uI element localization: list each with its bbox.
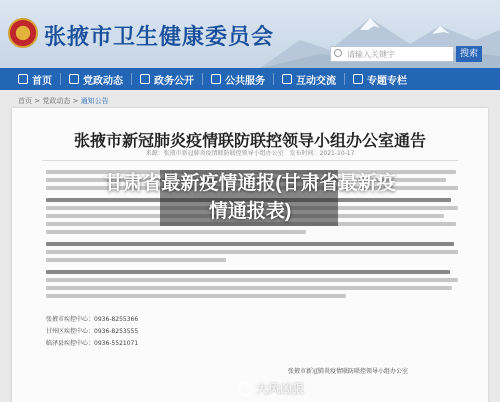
home-icon [18, 74, 28, 84]
nav-divider [273, 73, 274, 85]
site-header [0, 0, 500, 68]
notice-signature: 张掖市新冠肺炎疫情联防联控领导小组办公室 [287, 368, 408, 375]
nav-divider [131, 73, 132, 85]
breadcrumb-home[interactable]: 首页 [18, 97, 32, 105]
nav-item-interaction[interactable] [282, 72, 336, 87]
nav-item-label: 政务公开 [154, 75, 194, 87]
divider [42, 160, 458, 161]
nav-divider [344, 73, 345, 85]
document-icon [140, 74, 150, 84]
nav-item-home[interactable] [18, 72, 52, 87]
contact-line: 甘州区疾控中心：0936-8253555 [46, 328, 139, 335]
nav-divider [60, 73, 61, 85]
site-title[interactable]: 张掖市卫生健康委员会 [44, 24, 275, 50]
emblem-logo[interactable] [8, 18, 38, 48]
text-line [46, 270, 450, 274]
text-line [46, 286, 452, 290]
text-line [46, 230, 306, 234]
search-input[interactable]: 请输入关键字 [330, 46, 454, 62]
nav-item-label: 专题专栏 [367, 75, 407, 87]
watermark [238, 380, 304, 397]
breadcrumb: 首页 > 党政动态 > 通知公告 [18, 97, 109, 105]
text-line [46, 250, 458, 254]
nav-divider [202, 73, 203, 85]
watermark-text: 大风凶狠 [256, 382, 305, 396]
nav-item-party-news[interactable] [69, 72, 123, 87]
search-button[interactable]: 搜索 [456, 46, 482, 62]
nav-item-label: 首页 [32, 75, 52, 87]
nav-item-public-service[interactable] [211, 72, 265, 87]
breadcrumb-party-news[interactable]: 党政动态 [42, 97, 71, 105]
nav-item-gov-affairs[interactable] [140, 72, 194, 87]
watermark-logo-icon [238, 382, 252, 396]
text-line [46, 258, 226, 262]
contact-line: 张掖市疾控中心：0936-8255366 [46, 316, 139, 323]
nav-item-label: 党政动态 [83, 75, 123, 87]
flag-icon [69, 74, 79, 84]
contact-line: 临泽县疾控中心：0936-5521071 [46, 340, 139, 347]
notice-title: 张掖市新冠肺炎疫情联防联控领导小组办公室通告 [73, 131, 426, 150]
nav-item-label: 互动交流 [296, 75, 336, 87]
main-nav [0, 68, 500, 90]
nav-item-topics[interactable] [353, 72, 407, 87]
text-line [46, 294, 346, 298]
topic-icon [353, 74, 363, 84]
notice-meta: 来源：张掖市新冠肺炎疫情联防联控领导小组办公室 发布时间：2021-10-17 [145, 150, 355, 157]
nav-item-label: 公共服务 [225, 75, 265, 87]
service-icon [211, 74, 221, 84]
text-line [46, 278, 458, 282]
caption-overlay: 甘肃省最新疫情通报(甘肃省最新疫情通报表) [104, 173, 396, 222]
breadcrumb-notices[interactable]: 通知公告 [80, 97, 109, 105]
chat-icon [282, 74, 292, 84]
search-icon [334, 49, 342, 57]
notice-paper [12, 108, 488, 402]
text-line [46, 242, 454, 246]
